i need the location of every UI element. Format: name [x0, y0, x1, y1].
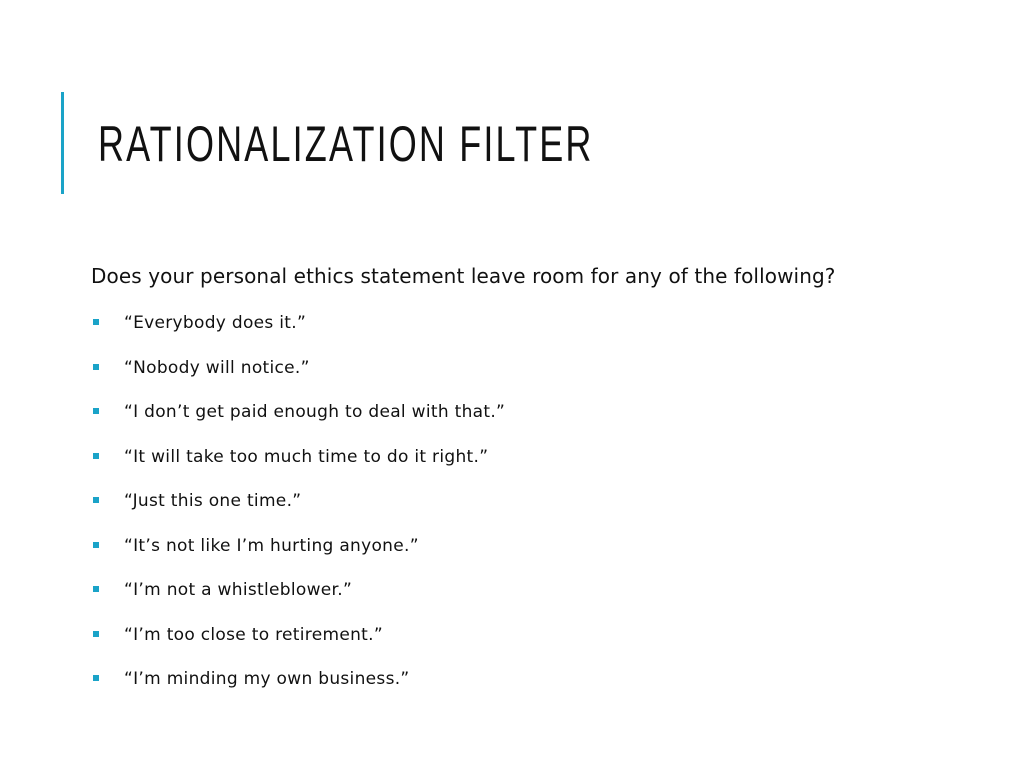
square-bullet-icon	[93, 586, 99, 592]
list-item	[92, 445, 505, 490]
list-item	[92, 667, 505, 712]
list-item	[92, 356, 505, 401]
square-bullet-icon	[93, 453, 99, 459]
square-bullet-icon	[93, 364, 99, 370]
square-bullet-icon	[93, 319, 99, 325]
list-item-text: “Everybody does it.”	[124, 313, 307, 333]
list-item	[92, 578, 505, 623]
intro-question: Does your personal ethics statement leave room for any of the following?	[91, 264, 836, 288]
square-bullet-icon	[93, 675, 99, 681]
list-item-text: “I’m minding my own business.”	[124, 669, 410, 689]
list-item-text: “I’m too close to retirement.”	[124, 624, 383, 645]
slide-title: RATIONALIZATION FILTER	[98, 116, 594, 172]
list-item-text: “Nobody will notice.”	[124, 357, 310, 378]
list-item-text: “Just this one time.”	[124, 491, 302, 511]
list-item-text: “It will take too much time to do it right.”	[124, 446, 489, 467]
rationalization-list	[92, 311, 505, 712]
list-item	[92, 400, 505, 445]
square-bullet-icon	[93, 631, 99, 637]
list-item-text: “I don’t get paid enough to deal with that.”	[124, 402, 506, 422]
list-item-text: “It’s not like I’m hurting anyone.”	[124, 535, 419, 556]
square-bullet-icon	[93, 497, 99, 503]
list-item	[92, 534, 505, 579]
list-item	[92, 489, 505, 534]
square-bullet-icon	[93, 542, 99, 548]
list-item	[92, 623, 505, 668]
square-bullet-icon	[93, 408, 99, 414]
list-item-text: “I’m not a whistleblower.”	[124, 580, 353, 600]
title-accent-bar	[61, 92, 64, 194]
list-item	[92, 311, 505, 356]
